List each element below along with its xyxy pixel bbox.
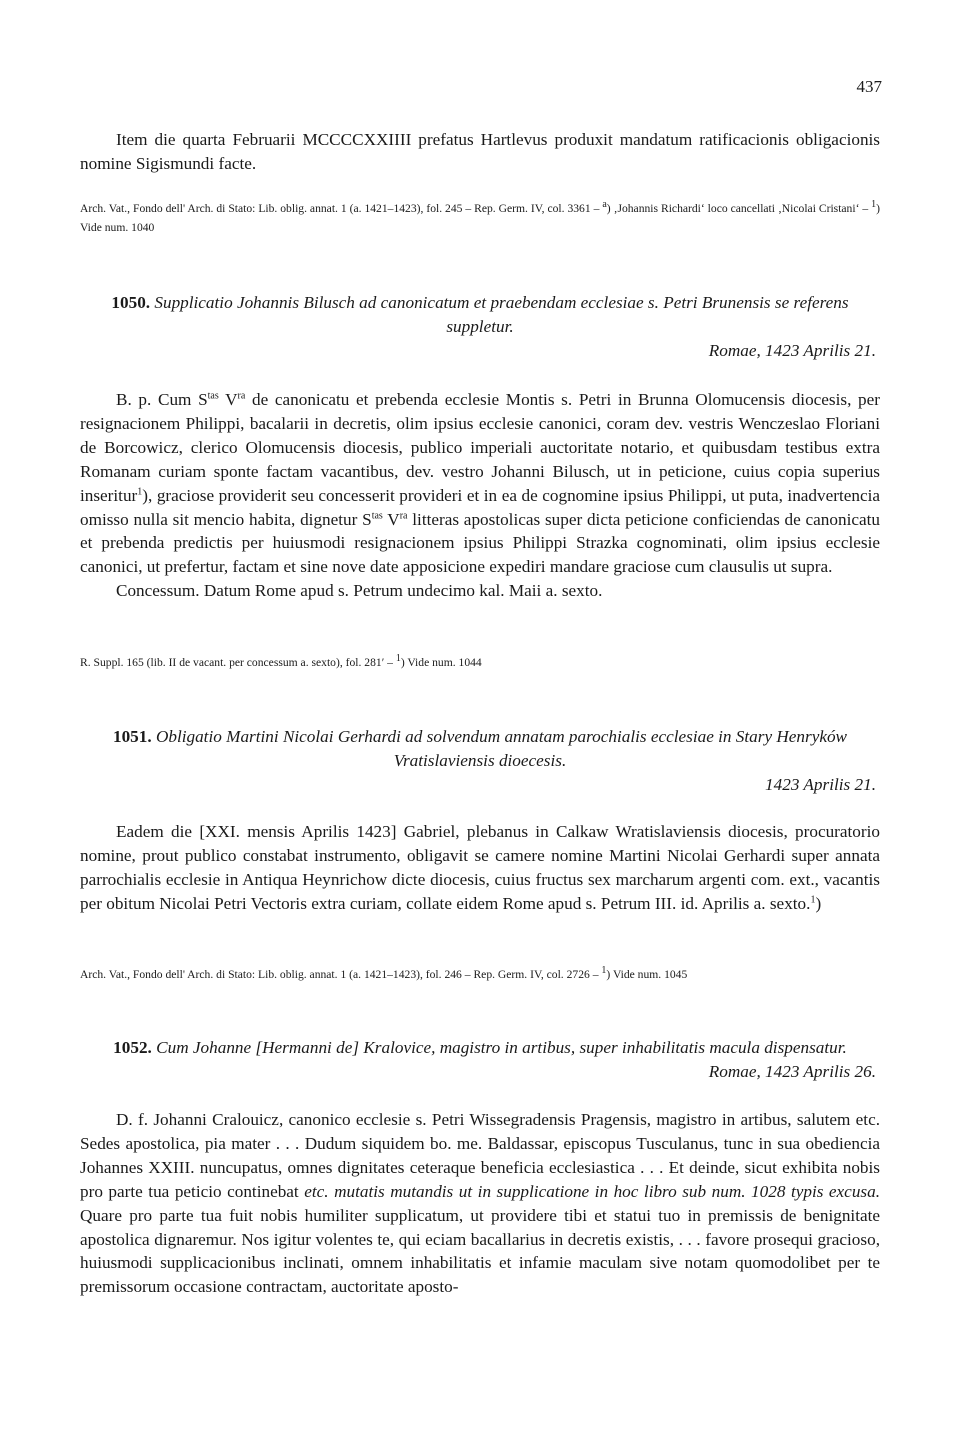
entry-1051-body [80,820,880,916]
intro-source-block [80,199,880,237]
entry-1050-heading [80,291,880,339]
entry-1051-heading [80,725,880,773]
entry-1052-heading [80,1036,880,1060]
entry-1052-title: Cum Johanne [Hermanni de] Kralovice, magistro in artibus, super inhabilitatis macula dispensatur. [156,1038,847,1057]
entry-1051-source-block [80,965,880,984]
entry-1052-number: 1052. [113,1038,152,1057]
intro-source: Arch. Vat., Fondo dell' Arch. di Stato: Lib. oblig. annat. 1 (a. 1421–1423), fol. 245 – Rep. Germ. IV, col. 3361 – $^a$) ‚Johannis Richardi‘ loco cancellati ‚Nicolai Cristani‘ – $^1$) Vide num. 1040 [80,199,880,234]
entry-1051-header [80,725,880,797]
entry-1050-header [80,291,880,363]
page-number: 437 [856,77,882,96]
entry-1051-date: 1423 Aprilis 21. [765,774,876,794]
entry-1051-source: Arch. Vat., Fondo dell' Arch. di Stato: Lib. oblig. annat. 1 (a. 1421–1423), fol. 246 – Rep. Germ. IV, col. 2726 – $^1$) Vide num. 1045 [80,965,688,981]
entry-1051-title: Obligatio Martini Nicolai Gerhardi ad solvendum annatam parochialis ecclesiae in Stary Henryków Vratislaviensis dioecesis. [155,727,848,770]
entry-1051-number: 1051. [112,727,152,746]
intro-text: Item die quarta Februarii MCCCCXXIIII prefatus Hartlevus produxit mandatum ratificacionis obligacionis nomine Sigismundi facte. [80,130,880,173]
entry-1050-title: Supplicatio Johannis Bilusch ad canonicatum et praebendam ecclesiae s. Petri Brunensis se referens suppletur. [154,293,849,336]
entry-1050-paragraph: B. p. Cum $S^{tas}$ $V^{ra}$ de canonicatu et prebenda ecclesie Montis s. Petri in Brunna Olomucensis diocesis, per resignacionem Philippi, bacalarii in decretis, olim ipsius ecclesie canonici, coram dev. vestris Wenczeslao Floriani de Borcowicz, clerico Olomucensis diocesis, publico imperiali auctoritate notario, et quibusdam testibus extra Romanam curiam sponte factam vacantibus, dev. vestro Johanni Bilusch, ut in peticione, cuius copia superius inseritur$^1$), graciose providerit seu concesserit provideri et in ea de cognomine ipsius Philippi, ut puta, inadvertencia omisso nulla sit mencio habita, dignetur $S^{tas}$ $V^{ra}$ litteras apostolicas super dicta peticione conficiendas de canonicatu et prebenda predictis per huiusmodi resignacionem ipsius Philippi Strazka cognominati, olim ipsius ecclesie canonici, ut prefertur, factam et sine nove date apposicione expediri mandare graciose cum clausulis ut supra. [80,390,880,577]
entry-1052-paragraph: D. f. Johanni Cralouicz, canonico ecclesie s. Petri Wissegradensis Pragensis, magistro in artibus, salutem etc. Sedes apostolica, pia mater . . . Dudum siquidem bo. me. Baldassar, episcopus Tusculanus, tunc in sua obediencia Johannes XXIII. nuncupatus, omnes dignitates ceteraque beneficia ecclesiastica . . . Et deinde, sicut exhibita nobis pro parte tua peticio continebat etc. mutatis mutandis ut in supplicatione in hoc libro sub num. 1028 typis excusa. Quare pro parte tua fuit nobis humiliter supplicatum, ut providere tibi et statui tuo in premissis de benignitate apostolica dignaremur. Nos igitur volentes te, qui eciam bacallarius in decretis existis, . . . favore prosequi gracioso, huiusmodi supplicacionibus inclinati, omnem inhabilitatis et infamie maculam sive notam quomodolibet per te premissorum occasione contractam, auctoritate aposto- [80,1110,880,1297]
entry-1050-source-block [80,653,880,672]
entry-1052-header [80,1036,880,1084]
entry-1050-source: R. Suppl. 165 (lib. II de vacant. per concessum a. sexto), fol. 281′ – $^1$) Vide num. 1044 [80,653,482,669]
entry-1052-date: Romae, 1423 Aprilis 26. [708,1061,876,1081]
entry-1050-number: 1050. [111,293,151,312]
entry-1050-body [80,388,880,603]
entry-1052-body [80,1108,880,1299]
entry-1050-date: Romae, 1423 Aprilis 21. [708,340,876,360]
entry-1051-paragraph: Eadem die [XXI. mensis Aprilis 1423] Gabriel, plebanus in Calkaw Wratislaviensis diocesis, procuratorio nomine, prout publico constabat instrumento, obligavit se camere nomine Martini Nicolai Gerhardi super annata parrochialis ecclesie in Antiqua Heynrichow dicte diocesis, cuius fructus sex marcharum argenti com. ext., vacantis per obitum Nicolai Petri Vectoris extra curiam, collate eidem Rome apud s. Petrum III. id. Aprilis a. sexto.$^1$) [80,822,880,913]
entry-1050-concessum: Concessum. Datum Rome apud s. Petrum undecimo kal. Maii a. sexto. [116,581,603,601]
intro-block [80,128,880,176]
